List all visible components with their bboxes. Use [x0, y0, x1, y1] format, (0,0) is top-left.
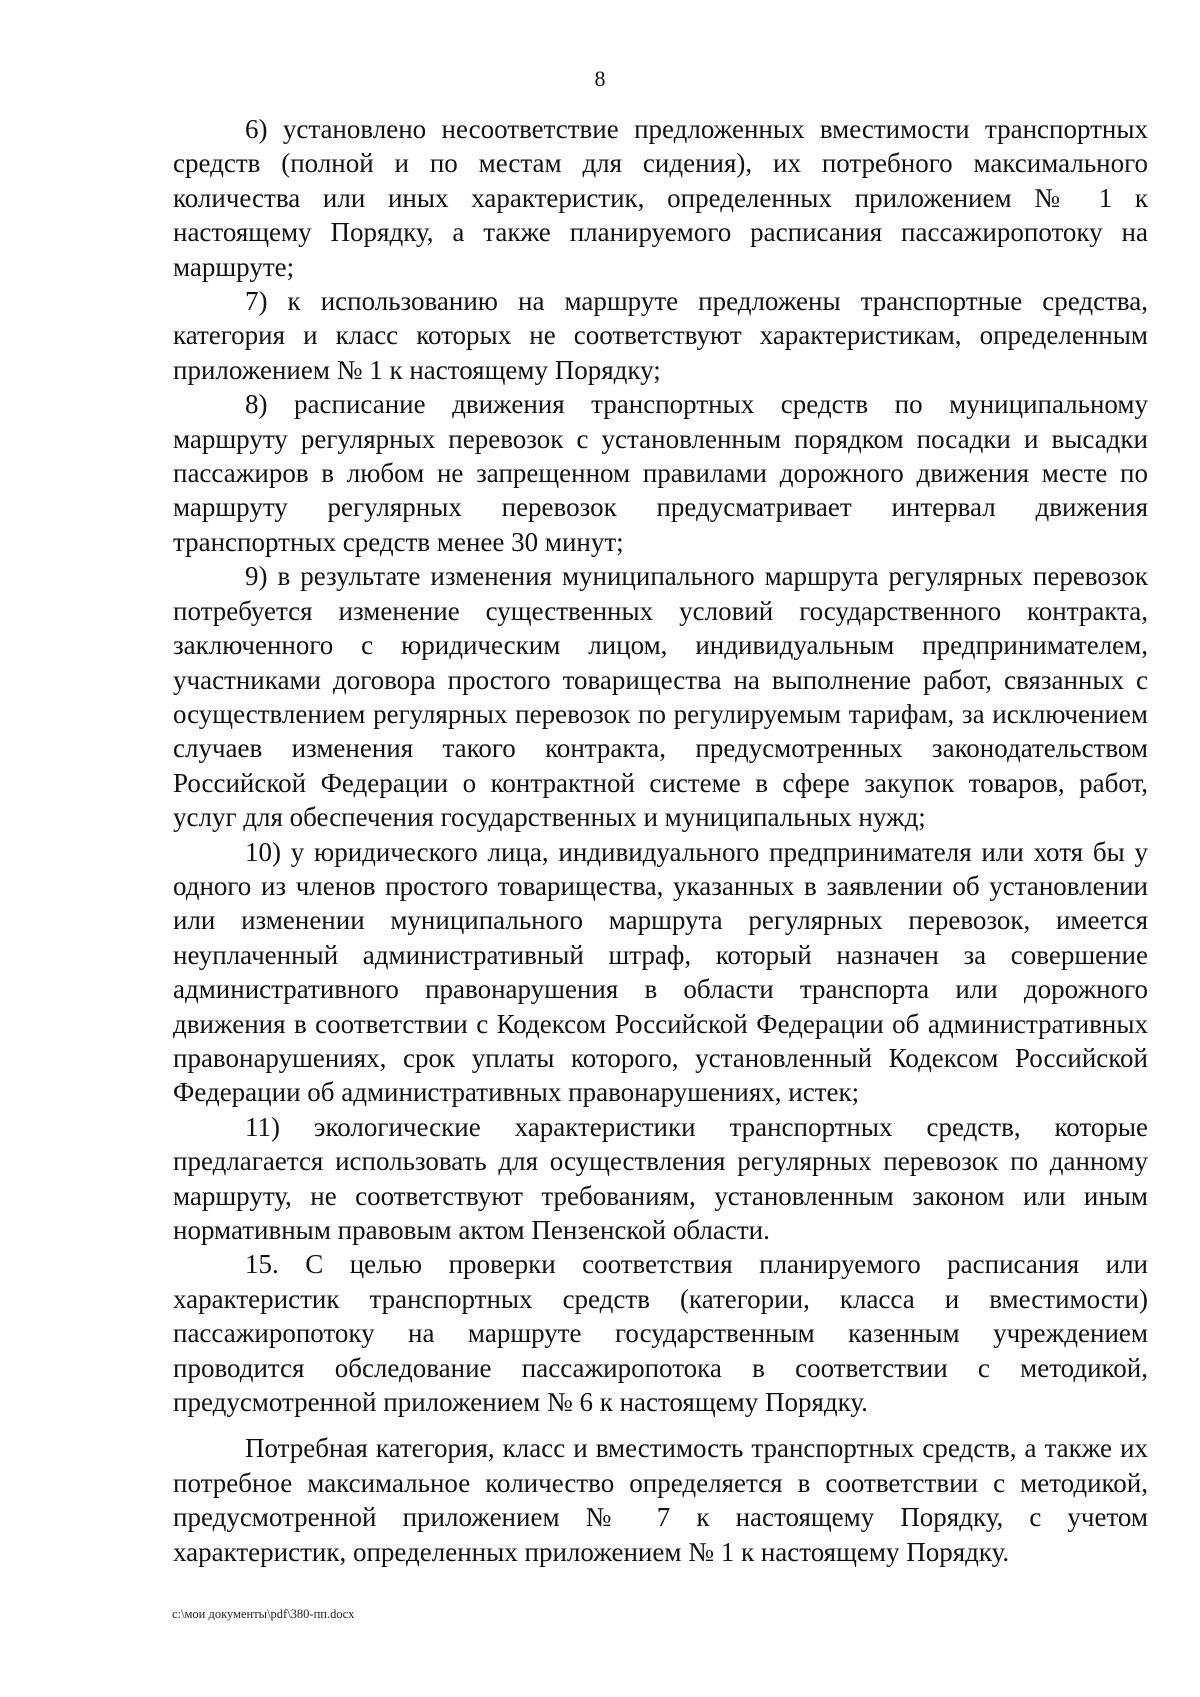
paragraph-item-11: 11) экологические характеристики транспортных средств, которые предлагается использовать для осуществления регулярных перевозок по данному маршруту, не соответствуют требованиям, установленным законом или иным нормативным правовым актом Пензенской области. — [173, 1111, 1148, 1245]
paragraph-item-6: 6) установлено несоответствие предложенных вместимости транспортных средств (полной и по местам для сидения), их потребного максимального количества или иных характеристик, определенных приложением № 1 к настоящему Порядку, а также планируемого расписания пассажиропотоку на маршруте; — [173, 114, 1148, 282]
paragraph-required-category: Потребная категория, класс и вместимость транспортных средств, а также их потребное максимальное количество определяется в соответствии с методикой, предусмотренной приложением № 7 к настоящему Порядку, с учетом характеристик, определенных приложением № 1 к настоящему Порядку. — [173, 1433, 1148, 1567]
page-number: 8 — [594, 66, 606, 91]
paragraph-section-15: 15. С целью проверки соответствия планируемого расписания или характеристик транспортных средств (категории, класса и вместимости) пассажиропотоку на маршруте государственным казенным учреждением проводится обследование пассажиропотока в соответствии с методикой, предусмотренной приложением № 6 к настоящему Порядку. — [173, 1249, 1148, 1418]
paragraph-item-10: 10) у юридического лица, индивидуального предпринимателя или хотя бы у одного из членов простого товарищества, указанных в заявлении об установлении или изменении муниципального маршрута регулярных перевозок, имеется неуплаченный административный штраф, который назначен за совершение административного правонарушения в области транспорта или дорожного движения в соответствии с Кодексом Российской Федерации об административных правонарушениях, срок уплаты которого, установленный Кодексом Российской Федерации об административных правонарушениях, истек; — [173, 836, 1148, 1108]
paragraph-item-7: 7) к использованию на маршруте предложены транспортные средства, категория и класс которых не соответствуют характеристикам, определенным приложением № 1 к настоящему Порядку; — [173, 286, 1148, 385]
document-body — [173, 112, 1148, 1569]
paragraph-item-9: 9) в результате изменения муниципального маршрута регулярных перевозок потребуется изменение существенных условий государственного контракта, заключенного с юридическим лицом, индивидуальным предпринимателем, участниками договора простого товарищества на выполнение работ, связанных с осуществлением регулярных перевозок по регулируемым тарифам, за исключением случаев изменения такого контракта, предусмотренных законодательством Российской Федерации о контрактной системе в сфере закупок товаров, работ, услуг для обеспечения государственных и муниципальных нужд; — [173, 561, 1148, 833]
paragraph-item-8: 8) расписание движения транспортных средств по муниципальному маршруту регулярных перевозок с установленным порядком посадки и высадки пассажиров в любом не запрещенном правилами дорожного движения месте по маршруту регулярных перевозок предусматривает интервал движения транспортных средств менее 30 минут; — [173, 389, 1148, 557]
footer-file-path: c:\мои документы\pdf\380-пп.docx — [172, 1607, 355, 1621]
